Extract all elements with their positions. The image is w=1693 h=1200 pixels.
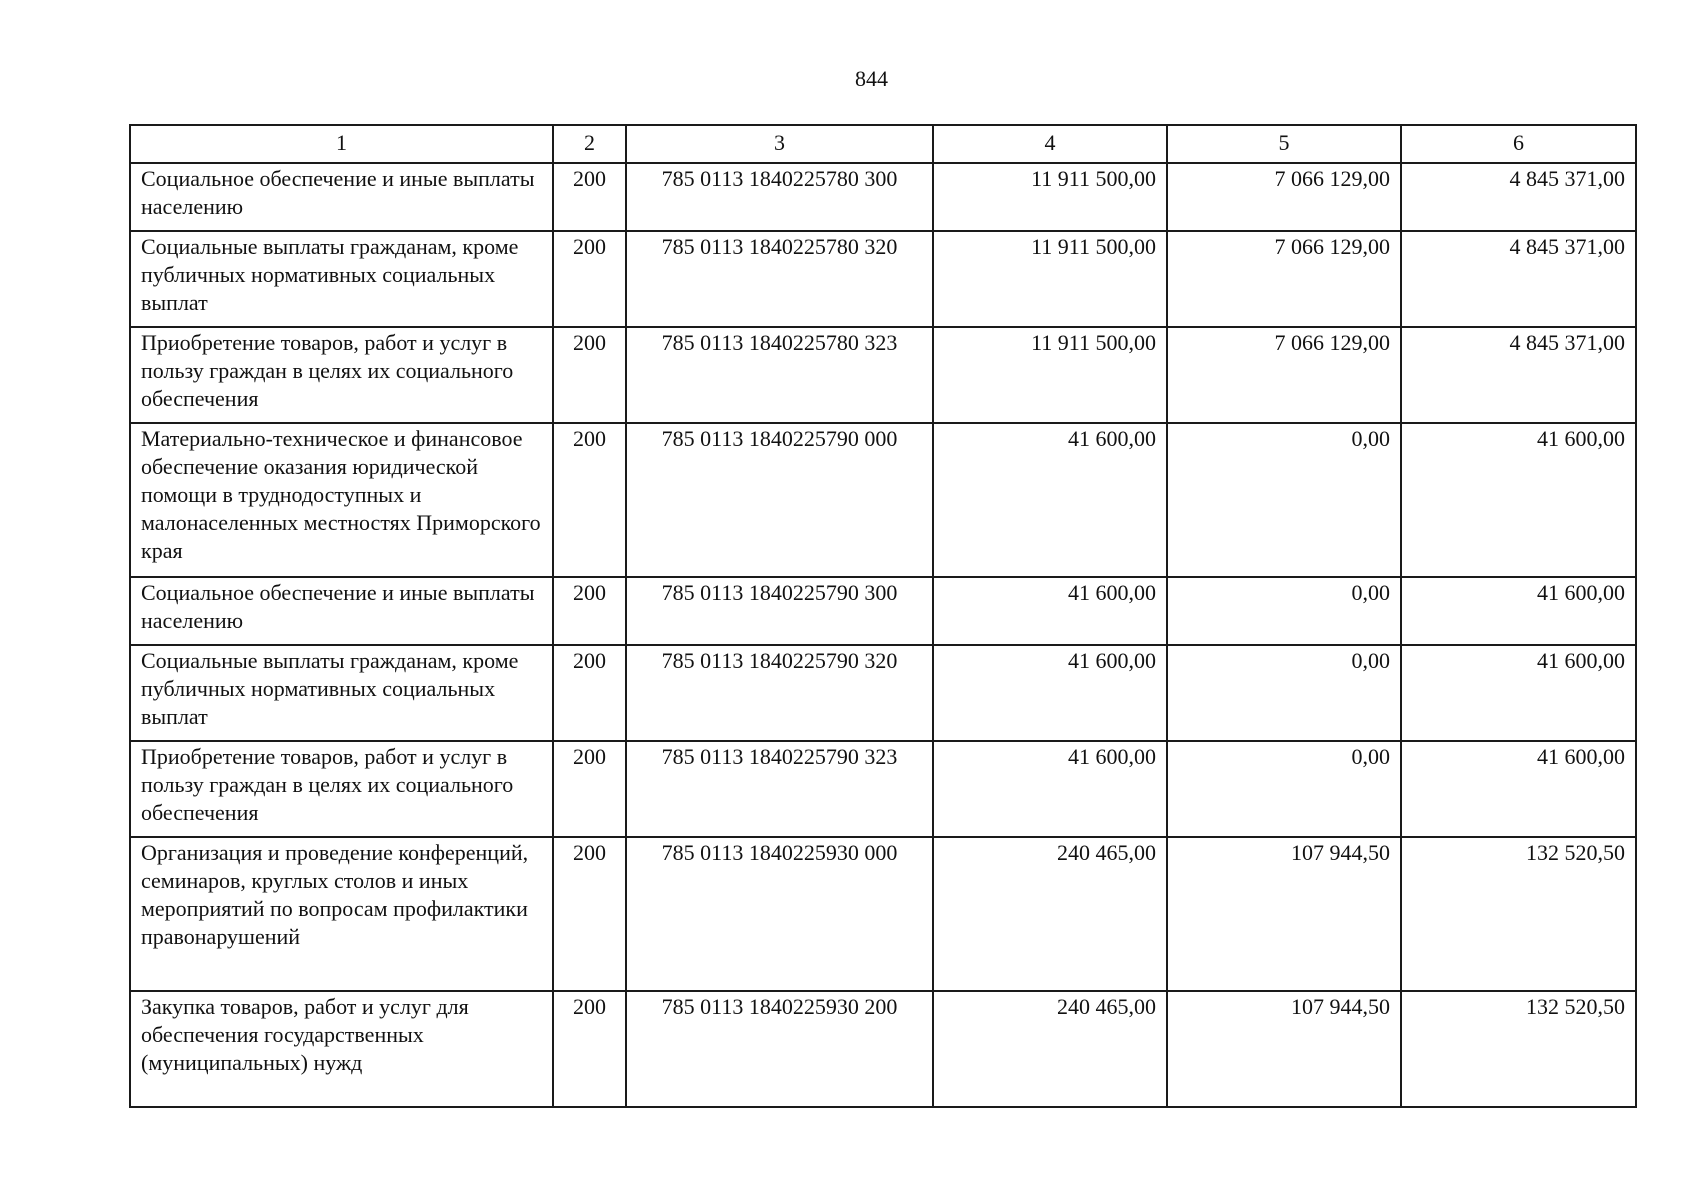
row-name: Организация и проведение конференций, семинаров, круглых столов и иных мероприятий по вопросам профилактики правонарушений — [130, 837, 553, 991]
table-row — [130, 991, 1636, 1107]
column-header-4: 4 — [933, 125, 1167, 163]
table-row — [130, 327, 1636, 423]
row-name: Приобретение товаров, работ и услуг в пользу граждан в целях их социального обеспечения — [130, 741, 553, 837]
row-col5: 0,00 — [1167, 741, 1401, 837]
table-row — [130, 577, 1636, 645]
page-number: 844 — [855, 66, 888, 91]
row-classification: 785 0113 1840225930 200 — [626, 991, 933, 1107]
row-col4: 11 911 500,00 — [933, 327, 1167, 423]
row-code: 200 — [553, 991, 626, 1107]
row-col4: 41 600,00 — [933, 423, 1167, 577]
row-col5: 7 066 129,00 — [1167, 231, 1401, 327]
row-classification: 785 0113 1840225780 320 — [626, 231, 933, 327]
row-col5: 107 944,50 — [1167, 991, 1401, 1107]
row-col4: 41 600,00 — [933, 577, 1167, 645]
row-col5: 7 066 129,00 — [1167, 327, 1401, 423]
row-name: Социальные выплаты гражданам, кроме публичных нормативных социальных выплат — [130, 231, 553, 327]
budget-table — [129, 124, 1637, 1108]
row-col6: 41 600,00 — [1401, 741, 1636, 837]
row-classification: 785 0113 1840225790 320 — [626, 645, 933, 741]
table-row — [130, 741, 1636, 837]
row-col6: 4 845 371,00 — [1401, 231, 1636, 327]
row-col6: 132 520,50 — [1401, 837, 1636, 991]
row-col6: 41 600,00 — [1401, 577, 1636, 645]
row-col5: 0,00 — [1167, 645, 1401, 741]
table-row — [130, 231, 1636, 327]
row-classification: 785 0113 1840225790 000 — [626, 423, 933, 577]
row-code: 200 — [553, 327, 626, 423]
row-classification: 785 0113 1840225780 323 — [626, 327, 933, 423]
table-row — [130, 423, 1636, 577]
row-name: Закупка товаров, работ и услуг для обеспечения государственных (муниципальных) нужд — [130, 991, 553, 1107]
row-code: 200 — [553, 577, 626, 645]
row-name: Социальные выплаты гражданам, кроме публичных нормативных социальных выплат — [130, 645, 553, 741]
table-row — [130, 645, 1636, 741]
row-code: 200 — [553, 163, 626, 231]
row-name: Приобретение товаров, работ и услуг в пользу граждан в целях их социального обеспечения — [130, 327, 553, 423]
row-col6: 4 845 371,00 — [1401, 327, 1636, 423]
row-col4: 240 465,00 — [933, 991, 1167, 1107]
column-header-5: 5 — [1167, 125, 1401, 163]
row-col5: 107 944,50 — [1167, 837, 1401, 991]
table-body — [130, 163, 1636, 1107]
column-header-3: 3 — [626, 125, 933, 163]
row-code: 200 — [553, 837, 626, 991]
column-header-2: 2 — [553, 125, 626, 163]
row-col6: 41 600,00 — [1401, 645, 1636, 741]
column-header-6: 6 — [1401, 125, 1636, 163]
row-col6: 132 520,50 — [1401, 991, 1636, 1107]
row-col4: 11 911 500,00 — [933, 163, 1167, 231]
row-classification: 785 0113 1840225930 000 — [626, 837, 933, 991]
row-code: 200 — [553, 741, 626, 837]
row-col4: 240 465,00 — [933, 837, 1167, 991]
table-row — [130, 837, 1636, 991]
row-name: Социальное обеспечение и иные выплаты населению — [130, 163, 553, 231]
header-row — [130, 125, 1636, 163]
row-col6: 4 845 371,00 — [1401, 163, 1636, 231]
row-classification: 785 0113 1840225780 300 — [626, 163, 933, 231]
row-name: Материально-техническое и финансовое обеспечение оказания юридической помощи в труднодоступных и малонаселенных местностях Приморского края — [130, 423, 553, 577]
row-col4: 11 911 500,00 — [933, 231, 1167, 327]
row-code: 200 — [553, 645, 626, 741]
table-header — [130, 125, 1636, 163]
row-classification: 785 0113 1840225790 300 — [626, 577, 933, 645]
row-code: 200 — [553, 423, 626, 577]
row-col5: 0,00 — [1167, 423, 1401, 577]
row-classification: 785 0113 1840225790 323 — [626, 741, 933, 837]
row-col4: 41 600,00 — [933, 645, 1167, 741]
row-col4: 41 600,00 — [933, 741, 1167, 837]
column-header-1: 1 — [130, 125, 553, 163]
row-col6: 41 600,00 — [1401, 423, 1636, 577]
row-col5: 0,00 — [1167, 577, 1401, 645]
row-col5: 7 066 129,00 — [1167, 163, 1401, 231]
table-row — [130, 163, 1636, 231]
row-name: Социальное обеспечение и иные выплаты населению — [130, 577, 553, 645]
row-code: 200 — [553, 231, 626, 327]
